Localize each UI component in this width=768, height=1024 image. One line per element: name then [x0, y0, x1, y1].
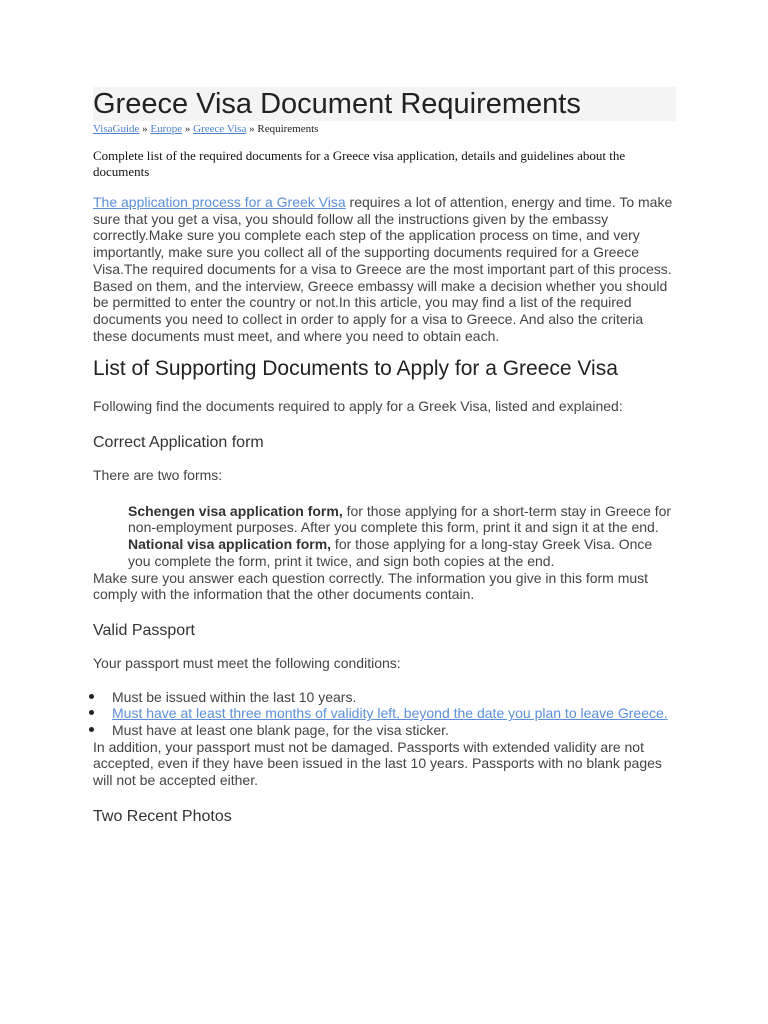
form-description: for those applying for a short-term stay in Greece for non-employment purposes. After you complete this form, print it and sign it at the end.	[128, 502, 672, 536]
passport-note: In addition, your passport must not be damaged. Passports with extended validity are not accepted, even if they have been issued in the last 10 years. Passports with no blank pages will not be accepted either.	[93, 738, 662, 789]
breadcrumb-link-visaguide[interactable]: VisaGuide	[93, 123, 140, 135]
list-item-schengen-form	[128, 503, 676, 536]
section-heading: List of Supporting Documents to Apply for a Greece Visa	[93, 357, 618, 381]
form-name: National visa application form,	[128, 536, 332, 553]
bullet-icon	[89, 710, 94, 715]
validity-link[interactable]: Must have at least three months of validity left, beyond the date you plan to leave Greece.	[112, 705, 668, 722]
page-description: Complete list of the required documents for a Greece visa application, details and guidelines about the documents	[93, 148, 626, 179]
application-form-intro: There are two forms:	[93, 467, 223, 484]
condition-text: Must be issued within the last 10 years.	[112, 688, 357, 705]
form-description: for those applying for a long-stay Greek Visa. Once you complete the form, print it twice, and sign both copies at the end.	[128, 536, 653, 569]
list-item-national-form	[128, 536, 676, 569]
bullet-icon	[89, 727, 94, 732]
breadcrumb-current: Requirements	[257, 123, 319, 135]
breadcrumb-separator: »	[249, 123, 255, 135]
section-intro: Following find the documents required to apply for a Greek Visa, listed and explained:	[93, 398, 623, 415]
forms-list	[93, 503, 676, 570]
page-title: Greece Visa Document Requirements	[93, 87, 676, 121]
photos-heading: Two Recent Photos	[93, 807, 232, 825]
list-item	[93, 705, 676, 722]
breadcrumb-separator: »	[142, 123, 148, 135]
list-item	[93, 689, 676, 706]
article	[93, 87, 676, 827]
passport-heading: Valid Passport	[93, 621, 195, 639]
breadcrumb	[93, 122, 676, 136]
bullet-icon	[89, 694, 94, 699]
condition-text: Must have at least one blank page, for the visa sticker.	[112, 722, 449, 739]
list-item	[93, 722, 676, 739]
breadcrumb-link-europe[interactable]: Europe	[150, 123, 183, 135]
lead-paragraph	[93, 194, 676, 344]
breadcrumb-link-greece-visa[interactable]: Greece Visa	[193, 123, 247, 135]
application-form-note: Make sure you answer each question correctly. The information you give in this form must comply with the information that the other documents contain.	[93, 569, 649, 603]
application-form-heading: Correct Application form	[93, 434, 264, 452]
passport-intro: Your passport must meet the following conditions:	[93, 654, 401, 671]
form-name: Schengen visa application form,	[128, 502, 343, 519]
lead-text: requires a lot of attention, energy and time. To make sure that you get a visa, you should follow all the instructions given by the embassy correctly.Make sure you complete each step of the application process on time, and very importantly, make sure you collect all of the supporting documents required for a Greece Visa.The required documents for a visa to Greece are the most important part of this process. Based on them, and the interview, Greece embassy will make a decision whether you should be permitted to enter the country or not.In this article, you may find a list of the required documents you need to collect in order to apply for a visa to Greece. And also the criteria these documents must meet, and where you need to obtain each.	[93, 194, 673, 344]
breadcrumb-separator: »	[184, 123, 191, 135]
application-process-link[interactable]: The application process for a Greek Visa	[93, 194, 346, 210]
passport-conditions-list	[93, 689, 676, 739]
